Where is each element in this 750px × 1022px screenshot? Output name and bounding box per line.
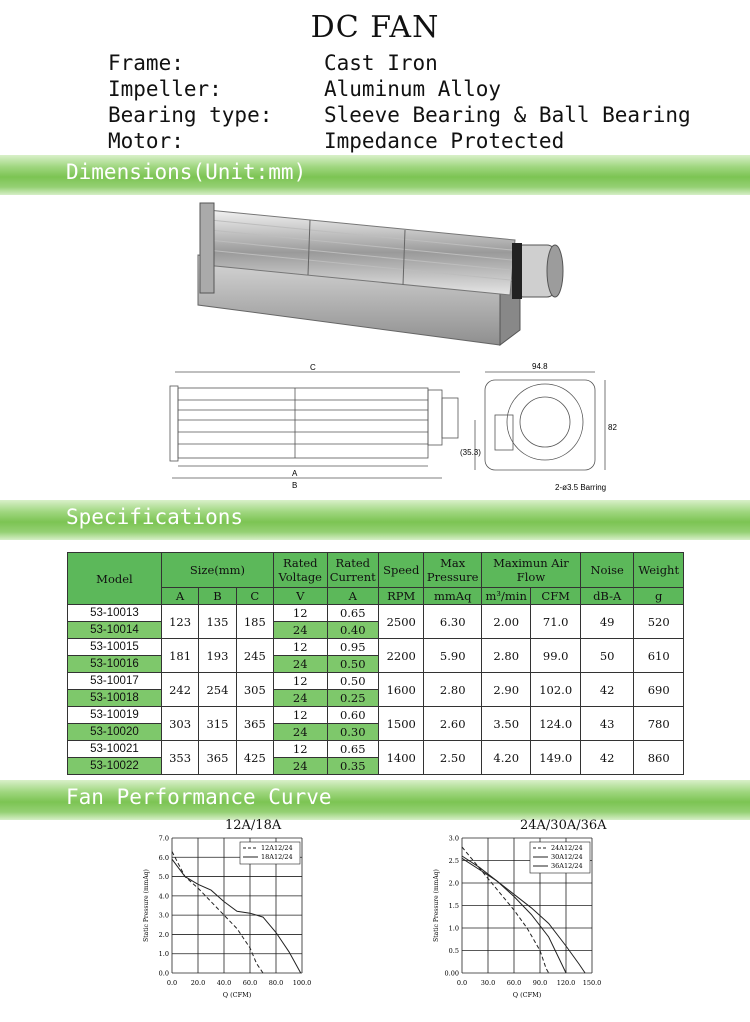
voltage-cell: 24 xyxy=(273,690,327,707)
chart-12a-18a xyxy=(140,830,340,1010)
th-unit: A xyxy=(327,588,379,605)
legend-label: 30A12/24 xyxy=(551,853,583,861)
speed-cell: 1500 xyxy=(379,707,424,741)
table-row xyxy=(68,639,684,656)
prop-key: Frame: xyxy=(108,51,184,75)
th-unit: mmAq xyxy=(424,588,482,605)
th-model: Model xyxy=(68,553,162,605)
current-cell: 0.50 xyxy=(327,656,379,673)
weight-cell: 520 xyxy=(634,605,684,639)
th-unit: m³/min xyxy=(481,588,530,605)
chart1-title: 12A/18A xyxy=(225,818,282,833)
th-unit: RPM xyxy=(379,588,424,605)
label-a: A xyxy=(292,469,298,478)
prop-value: Impedance Protected xyxy=(324,129,565,153)
prop-value: Aluminum Alloy xyxy=(324,77,502,101)
x-tick-label: 40.0 xyxy=(216,979,232,987)
th-size: Size(mm) xyxy=(161,553,273,588)
y-tick-label: 0.5 xyxy=(448,947,459,955)
th-noise: Noise xyxy=(580,553,634,588)
noise-cell: 42 xyxy=(580,741,634,775)
prop-key: Motor: xyxy=(108,129,184,153)
section-title-dimensions: Dimensions(Unit:mm) xyxy=(66,160,307,184)
current-cell: 0.30 xyxy=(327,724,379,741)
table-row xyxy=(68,707,684,724)
voltage-cell: 24 xyxy=(273,622,327,639)
fan-properties xyxy=(108,50,691,154)
model-cell: 53-10019 xyxy=(68,707,162,724)
prop-key: Impeller: xyxy=(108,77,222,101)
size-c-cell: 305 xyxy=(236,673,273,707)
th-unit: CFM xyxy=(531,588,580,605)
pressure-cell: 2.80 xyxy=(424,673,482,707)
x-tick-label: 20.0 xyxy=(190,979,206,987)
noise-cell: 42 xyxy=(580,673,634,707)
airflow-m3-cell: 2.90 xyxy=(481,673,530,707)
prop-value: Sleeve Bearing & Ball Bearing xyxy=(324,103,691,127)
th-unit: V xyxy=(273,588,327,605)
x-tick-label: 0.0 xyxy=(456,979,468,987)
y-tick-label: 5.0 xyxy=(158,873,169,882)
series-line-36A12/24 xyxy=(462,858,585,973)
th-unit: g xyxy=(634,588,684,605)
voltage-cell: 12 xyxy=(273,605,327,622)
spec-table xyxy=(67,552,684,775)
model-cell: 53-10020 xyxy=(68,724,162,741)
table-row xyxy=(68,741,684,758)
page-title: DC FAN xyxy=(310,10,440,45)
size-a-cell: 123 xyxy=(161,605,198,639)
th-pressure: Max Pressure xyxy=(424,553,482,588)
y-tick-label: 0.00 xyxy=(444,969,459,978)
current-cell: 0.65 xyxy=(327,741,379,758)
dim-offset: (35.3) xyxy=(460,448,481,457)
current-cell: 0.65 xyxy=(327,605,379,622)
current-cell: 0.95 xyxy=(327,639,379,656)
speed-cell: 2500 xyxy=(379,605,424,639)
y-tick-label: 3.0 xyxy=(448,834,459,843)
fan-dimension-drawing xyxy=(160,360,620,500)
th-unit: A xyxy=(161,588,198,605)
size-a-cell: 181 xyxy=(161,639,198,673)
voltage-cell: 24 xyxy=(273,758,327,775)
model-cell: 53-10014 xyxy=(68,622,162,639)
model-cell: 53-10015 xyxy=(68,639,162,656)
hole-note: 2-ø3.5 Barring xyxy=(555,483,607,492)
dim-height: 82 xyxy=(608,423,617,432)
airflow-m3-cell: 2.00 xyxy=(481,605,530,639)
voltage-cell: 24 xyxy=(273,724,327,741)
speed-cell: 1600 xyxy=(379,673,424,707)
th-current: Rated Current xyxy=(327,553,379,588)
voltage-cell: 24 xyxy=(273,656,327,673)
airflow-cfm-cell: 71.0 xyxy=(531,605,580,639)
prop-value: Cast Iron xyxy=(324,51,438,75)
airflow-m3-cell: 3.50 xyxy=(481,707,530,741)
prop-motor xyxy=(108,128,691,154)
size-b-cell: 315 xyxy=(199,707,236,741)
x-tick-label: 80.0 xyxy=(268,979,284,987)
size-a-cell: 353 xyxy=(161,741,198,775)
chart-24a-30a-36a xyxy=(430,830,630,1010)
x-tick-label: 60.0 xyxy=(506,979,522,987)
section-band-specifications xyxy=(0,500,750,540)
table-row xyxy=(68,673,684,690)
size-c-cell: 185 xyxy=(236,605,273,639)
legend-label: 18A12/24 xyxy=(261,853,293,861)
x-tick-label: 100.0 xyxy=(292,979,312,987)
model-cell: 53-10017 xyxy=(68,673,162,690)
th-unit: B xyxy=(199,588,236,605)
y-axis-label: Static Pressure (mmAq) xyxy=(143,869,150,942)
th-unit: dB-A xyxy=(580,588,634,605)
airflow-cfm-cell: 124.0 xyxy=(531,707,580,741)
model-cell: 53-10013 xyxy=(68,605,162,622)
current-cell: 0.40 xyxy=(327,622,379,639)
section-title-curve: Fan Performance Curve xyxy=(66,785,332,809)
section-band-dimensions xyxy=(0,155,750,195)
voltage-cell: 12 xyxy=(273,639,327,656)
size-c-cell: 245 xyxy=(236,639,273,673)
x-tick-label: 0.0 xyxy=(166,979,178,987)
y-tick-label: 1.0 xyxy=(158,950,169,959)
x-axis-label: Q (CFM) xyxy=(512,991,542,999)
weight-cell: 610 xyxy=(634,639,684,673)
noise-cell: 43 xyxy=(580,707,634,741)
airflow-cfm-cell: 99.0 xyxy=(531,639,580,673)
size-a-cell: 242 xyxy=(161,673,198,707)
y-tick-label: 0.0 xyxy=(158,969,169,978)
speed-cell: 1400 xyxy=(379,741,424,775)
th-voltage: Rated Voltage xyxy=(273,553,327,588)
legend-label: 12A12/24 xyxy=(261,844,293,852)
current-cell: 0.25 xyxy=(327,690,379,707)
size-b-cell: 254 xyxy=(199,673,236,707)
x-tick-label: 90.0 xyxy=(532,979,548,987)
x-tick-label: 120.0 xyxy=(556,979,576,987)
speed-cell: 2200 xyxy=(379,639,424,673)
y-tick-label: 3.0 xyxy=(158,911,169,920)
weight-cell: 780 xyxy=(634,707,684,741)
voltage-cell: 12 xyxy=(273,741,327,758)
airflow-cfm-cell: 149.0 xyxy=(531,741,580,775)
chart2-title: 24A/30A/36A xyxy=(520,818,607,833)
size-b-cell: 135 xyxy=(199,605,236,639)
weight-cell: 690 xyxy=(634,673,684,707)
size-b-cell: 365 xyxy=(199,741,236,775)
th-unit: C xyxy=(236,588,273,605)
section-title-specifications: Specifications xyxy=(66,505,244,529)
noise-cell: 49 xyxy=(580,605,634,639)
pressure-cell: 2.60 xyxy=(424,707,482,741)
th-airflow: Maximun Air Flow xyxy=(481,553,580,588)
airflow-m3-cell: 4.20 xyxy=(481,741,530,775)
voltage-cell: 12 xyxy=(273,673,327,690)
x-tick-label: 30.0 xyxy=(480,979,496,987)
dim-width: 94.8 xyxy=(532,362,548,371)
legend-label: 36A12/24 xyxy=(551,862,583,870)
pressure-cell: 5.90 xyxy=(424,639,482,673)
y-tick-label: 4.0 xyxy=(158,892,169,901)
y-tick-label: 6.0 xyxy=(158,853,169,862)
size-a-cell: 303 xyxy=(161,707,198,741)
pressure-cell: 6.30 xyxy=(424,605,482,639)
y-tick-label: 1.5 xyxy=(448,902,459,910)
series-line-12A12/24 xyxy=(172,852,263,974)
th-speed: Speed xyxy=(379,553,424,588)
label-c: C xyxy=(310,363,316,372)
model-cell: 53-10021 xyxy=(68,741,162,758)
pressure-cell: 2.50 xyxy=(424,741,482,775)
prop-frame xyxy=(108,50,691,76)
size-c-cell: 425 xyxy=(236,741,273,775)
table-row xyxy=(68,605,684,622)
legend-label: 24A12/24 xyxy=(551,844,583,852)
airflow-m3-cell: 2.80 xyxy=(481,639,530,673)
prop-impeller xyxy=(108,76,691,102)
x-axis-label: Q (CFM) xyxy=(222,991,252,999)
airflow-cfm-cell: 102.0 xyxy=(531,673,580,707)
x-tick-label: 60.0 xyxy=(242,979,258,987)
model-cell: 53-10022 xyxy=(68,758,162,775)
current-cell: 0.35 xyxy=(327,758,379,775)
current-cell: 0.50 xyxy=(327,673,379,690)
y-tick-label: 2.0 xyxy=(158,930,169,939)
prop-key: Bearing type: xyxy=(108,103,273,127)
y-tick-label: 2.5 xyxy=(448,857,459,865)
label-b: B xyxy=(292,481,298,490)
y-tick-label: 2.0 xyxy=(448,879,459,888)
weight-cell: 860 xyxy=(634,741,684,775)
voltage-cell: 12 xyxy=(273,707,327,724)
y-tick-label: 7.0 xyxy=(158,834,169,843)
y-tick-label: 1.0 xyxy=(448,924,459,933)
current-cell: 0.60 xyxy=(327,707,379,724)
fan-product-photo xyxy=(160,195,620,365)
model-cell: 53-10016 xyxy=(68,656,162,673)
noise-cell: 50 xyxy=(580,639,634,673)
model-cell: 53-10018 xyxy=(68,690,162,707)
prop-bearing xyxy=(108,102,691,128)
y-axis-label: Static Pressure (mmAq) xyxy=(433,869,440,942)
x-tick-label: 150.0 xyxy=(582,979,602,987)
th-weight: Weight xyxy=(634,553,684,588)
size-c-cell: 365 xyxy=(236,707,273,741)
section-band-curve xyxy=(0,780,750,820)
size-b-cell: 193 xyxy=(199,639,236,673)
